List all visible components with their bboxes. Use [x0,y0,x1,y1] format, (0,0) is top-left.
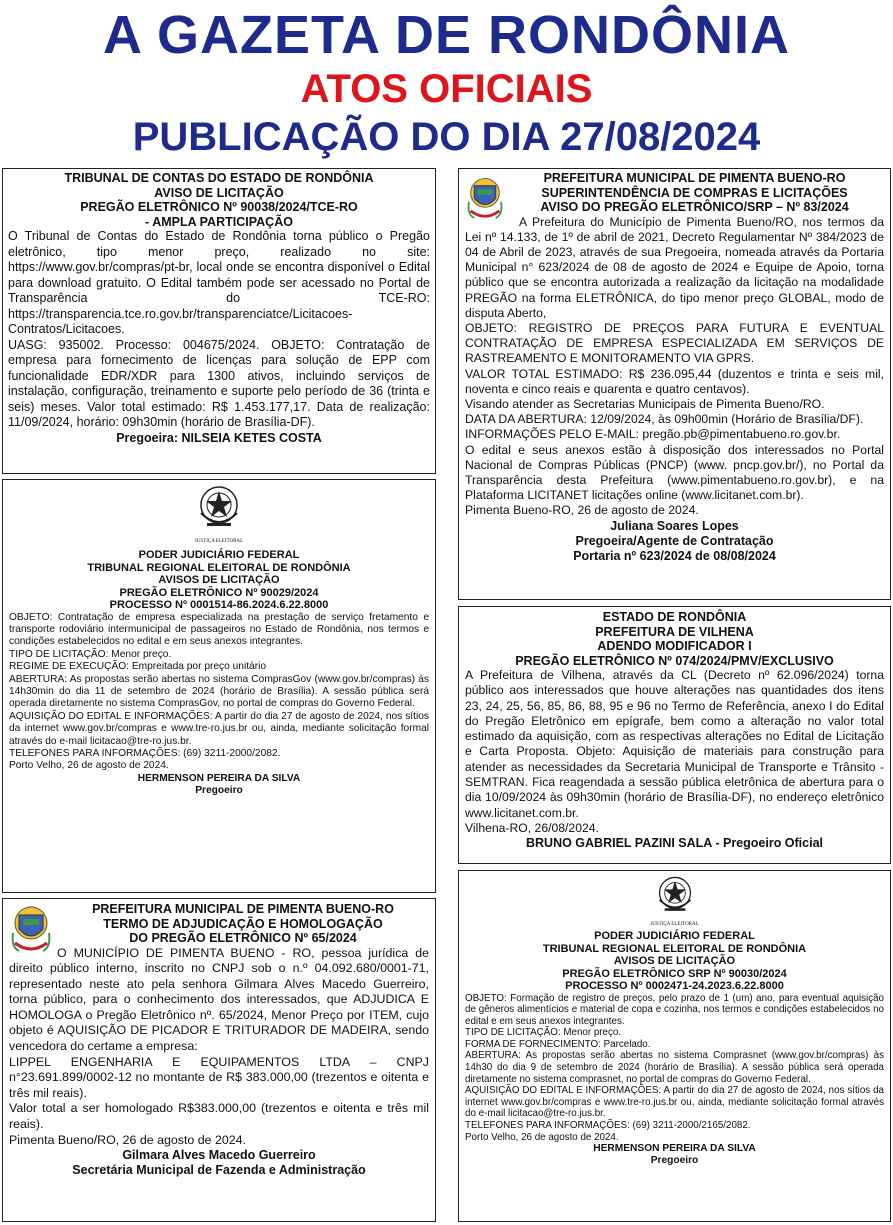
notice-paragraph: O edital e seus anexos estão à disposição dos interessados no Portal Nacional de Compras Públicas (PNCP) (www. pncp.gov.br/), no Portal da Transparência desta Prefeitura (www.pimentabueno.ro.gov.br), e na Plataforma LICITANET licitações online (www.licitanet.com.br). [465,442,884,503]
notice-heading: PREGÃO ELETRÔNICO Nº 074/2024/PMV/EXCLUSIVO [515,653,834,668]
notice-heading: SUPERINTENDÊNCIA DE COMPRAS E LICITAÇÕES [541,185,848,200]
masthead [0,0,893,165]
notice-paragraph: AQUISIÇÃO DO EDITAL E INFORMAÇÕES: A partir do dia 27 de agosto de 2024, nos sítios da internet www.gov.br/compras e www.tre-ro.jus.br ou, ainda, mediante solicitação formal através do e-mail licitacao@tre-ro.jus.br. [9,710,429,747]
newspaper-title: A GAZETA DE RONDÔNIA [103,5,790,65]
notice-pimenta-bueno-homologacao [2,898,436,1222]
notice-heading: PREFEITURA MUNICIPAL DE PIMENTA BUENO-RO [543,171,846,185]
notice-paragraph: O Tribunal de Contas do Estado de Rondônia torna público o Pregão eletrônico, tipo menor preço, realizado no site: https://www.gov.br/compras/pt-br, local onde se encontra disponível o Edital para download gratuito. O Edital também pode ser acessado no Portal de Transparência do TCE-RO: https://transparencia.tce.ro.gov.br/transparenciatce/Licitacoes-Contratos/Licitacoes. [8,229,430,336]
section-title: ATOS OFICIAIS [300,67,593,111]
notice-paragraph: TELEFONES PARA INFORMAÇÕES: (69) 3211-2000/2082. [9,747,281,759]
signature-reference: Portaria nº 623/2024 de 08/08/2024 [573,548,776,563]
notice-heading: TRIBUNAL REGIONAL ELEITORAL DE RONDÔNIA [87,561,351,574]
notice-heading: PODER JUDICIÁRIO FEDERAL [594,930,755,942]
notice-paragraph: FORMA DE FORNECIMENTO: Parcelado. [465,1038,651,1050]
notice-paragraph: Porto Velho, 26 de agosto de 2024. [465,1131,619,1143]
seal-caption: JUSTIÇA ELEITORAL [194,539,244,544]
notice-paragraph: Porto Velho, 26 de agosto de 2024. [9,760,169,772]
notice-paragraph: OBJETO: REGISTRO DE PREÇOS PARA FUTURA E EVENTUAL CONTRATAÇÃO DE EMPRESA ESPECIALIZADA EM SERVIÇOS DE RASTREAMENTO E MONITORAMENTO VIA GPRS. [465,320,884,366]
signature-role: Pregoeira/Agente de Contratação [575,533,774,548]
signature: Pregoeira: NILSEIA KETES COSTA [116,430,322,445]
notice-heading: TERMO DE ADJUDICAÇÃO E HOMOLOGAÇÃO [103,916,383,931]
signature-name: Juliana Soares Lopes [610,518,739,533]
notice-paragraph: Visando atender as Secretarias Municipais de Pimenta Bueno/RO. [465,396,825,411]
notice-heading: - AMPLA PARTICIPAÇÃO [145,214,293,229]
notice-tce [2,168,436,474]
notice-paragraph: TIPO DE LICITAÇÃO: Menor preço. [9,648,172,660]
signature-name: HERMENSON PEREIRA DA SILVA [593,1143,756,1155]
signature-role: Pregoeiro [195,784,243,796]
notice-heading: DO PREGÃO ELETRÔNICO Nº 65/2024 [129,931,357,945]
notice-paragraph: REGIME DE EXECUÇÃO: Empreitada por preço unitário [9,661,267,673]
notice-paragraph: UASG: 935002. Processo: 004675/2024. OBJETO: Contratação de empresa para fornecimento de licenças para solução de EPP com funcionalidade EDR/XDR para 1300 ativos, incluindo serviços de instalação, configuração, treinamento e suporte pelo período de 36 (trinta e seis) meses. Valor total estimado: R$ 1.453.177,17. Data de realização: 11/09/2024, horário: 09h30min (horário de Brasília-DF). [8,337,430,429]
notice-heading: TRIBUNAL DE CONTAS DO ESTADO DE RONDÔNIA [64,171,374,185]
notice-heading: AVISOS DE LICITAÇÃO [613,955,736,967]
signature-name: HERMENSON PEREIRA DA SILVA [137,772,301,784]
notice-heading: PREFEITURA MUNICIPAL DE PIMENTA BUENO-RO [92,902,394,916]
electoral-justice-seal [465,874,884,930]
signature-name: Gilmara Alves Macedo Guerreiro [122,1148,316,1163]
notice-paragraph: TIPO DE LICITAÇÃO: Menor preço. [465,1027,622,1039]
notice-heading: PREFEITURA DE VILHENA [595,624,754,639]
notice-heading: AVISO DE LICITAÇÃO [154,185,284,200]
notice-paragraph: DATA DA ABERTURA: 12/09/2024, às 09h00min (Horário de Brasília/DF). [465,412,864,427]
signature-role: Secretária Municipal de Fazenda e Administração [72,1163,366,1178]
electoral-justice-seal [9,483,429,549]
notice-tre-1 [2,479,436,893]
signature: BRUNO GABRIEL PAZINI SALA - Pregoeiro Oficial [525,836,824,851]
notice-paragraph: VALOR TOTAL ESTIMADO: R$ 236.095,44 (duzentos e trinta e seis mil, noventa e cinco reais e quarenta e quatro centavos). [465,366,884,396]
notice-heading: PROCESSO Nº 0001514-86.2024.6.22.8000 [109,599,329,611]
publication-date: PUBLICAÇÃO DO DIA 27/08/2024 [132,115,761,159]
notice-paragraph: O MUNICÍPIO DE PIMENTA BUENO - RO, pessoa jurídica de direito público interno, inscrito no CNPJ sob o n.º 04.092.680/0001-71, representado neste ato pela senhora Gilmara Alves Macedo Guerreiro, torna público, para o conhecimento dos interessados, que ADJUDICA E HOMOLOGA o Pregão Eletrônico nº. 65/2024, Menor Preço por ITEM, cujo objeto é AQUISIÇÃO DE PICADOR E TRITURADOR DE MADEIRA, sendo vencedora do certame a empresa: [9,945,429,1054]
notice-heading: PODER JUDICIÁRIO FEDERAL [138,549,300,561]
notice-paragraph: Pimenta Bueno-RO, 26 de agosto de 2024. [465,503,699,518]
pimenta-bueno-coat-of-arms [465,175,505,232]
notice-heading: PREGÃO ELETRÔNICO Nº 90029/2024 [119,586,319,599]
pimenta-bueno-coat-of-arms [9,903,53,966]
notice-paragraph: Pimenta Bueno/RO, 26 de agosto de 2024. [9,1132,246,1147]
notice-paragraph: OBJETO: Formação de registro de preços, pelo prazo de 1 (um) ano, para eventual aquisição de gêneros alimentícios e material de copa e cozinha, nos termos e condições estabelecidos no edital e em seus anexos integrantes. [465,992,884,1027]
notice-heading: PROCESSO Nº 0002471-24.2023.6.22.8000 [565,980,784,992]
seal-caption: JUSTIÇA ELEITORAL [650,922,699,927]
notice-paragraph: A Prefeitura do Município de Pimenta Bueno/RO, nos termos da Lei nº 14.133, de 1º de abril de 2021, Decreto Regulamentar Nº 384/2023 de 04 de Abril de 2023, através de sua Pregoeira, nomeada através da Portaria Municipal n° 623/2024 de 08 de agosto de 2024 e Equipe de Apoio, torna público que se encontra autorizada a realização da licitação na modalidade PREGÃO na forma ELETRÔNICA, do tipo menor preço GLOBAL, modo de disputa Aberto, [465,214,884,320]
notice-heading: TRIBUNAL REGIONAL ELEITORAL DE RONDÔNIA [542,942,807,955]
notice-heading: AVISO DO PREGÃO ELETRÔNICO/SRP – Nº 83/2024 [540,200,849,214]
notice-tre-2 [458,870,891,1222]
notice-vilhena [458,606,891,864]
notice-heading: PREGÃO ELETRÔNICO SRP Nº 90030/2024 [562,967,787,980]
notice-paragraph: ABERTURA: As propostas serão abertas no sistema ComprasGov (www.gov.br/compras) às 14h30min do dia 11 de setembro de 2024 (horário de Brasília). A sessão pública será operada diretamente no sistema ComprasGov, no portal de compras do Governo Federal. [9,673,429,710]
notice-paragraph: OBJETO: Contratação de empresa especializada na prestação de serviço fretamento e transporte rodoviário intermunicipal de passageiros no Estado de Rondônia, nos termos e condições estabelecidos no edital e em seus anexos integrantes. [9,611,429,648]
signature-role: Pregoeiro [650,1155,699,1167]
notice-paragraph: ABERTURA: As propostas serão abertas no sistema Comprasnet (www.gov.br/compras) às 14h30 do dia 9 de setembro de 2024 (horário de Brasília). A sessão pública será operada diretamente no sistema comprasnet, no portal de compras do Governo Federal. [465,1050,884,1085]
notice-paragraph: A Prefeitura de Vilhena, através da CL (Decreto nº 62.096/2024) torna público aos interessados que houve alterações nas quantidades dos itens 23, 24, 25, 56, 85, 86, 88, 95 e 96 no Termo de Referência, anexo I do Edital do Pregão Eletrônico em epígrafe, bem como a alteração no valor total estimado da aquisição, com as respectivas alterações no Edital de Licitação e Carta Proposta. Objeto: Aquisição de materiais para construção para atender as necessidades da Secretaria Municipal de Transporte e Trânsito - SEMTRAN. Fica reagendada a sessão pública eletrônica de abertura para o dia 10/09/2024 às 09h30min (horário de Brasília-DF), no endereço eletrônico www.licitanet.com.br. [465,668,884,820]
notice-heading: ADENDO MODIFICADOR I [597,639,752,653]
notice-heading: AVISOS DE LICITAÇÃO [158,574,280,586]
notice-paragraph: Vilhena-RO, 26/08/2024. [465,820,599,835]
notice-paragraph: Valor total a ser homologado R$383.000,00 (trezentos e oitenta e três mil reais). [9,1101,429,1132]
notice-paragraph: LIPPEL ENGENHARIA E EQUIPAMENTOS LTDA – CNPJ n°23.691.899/0002-12 no montante de R$ 383.000,00 (trezentos e oitenta e três mil reais). [9,1054,429,1100]
notice-pimenta-bueno-aviso [458,168,891,600]
notice-paragraph: AQUISIÇÃO DO EDITAL E INFORMAÇÕES: A partir do dia 27 de agosto de 2024, nos sítios da internet www.gov.br/compras e www.tre-ro.jus.br ou, ainda, mediante solicitação formal através do e-mail licitacao@tre-ro.jus.br. [465,1085,884,1120]
notice-paragraph: INFORMAÇÕES PELO E-MAIL: pregão.pb@pimentabueno.ro.gov.br. [465,427,841,442]
notice-heading: PREGÃO ELETRÔNICO Nº 90038/2024/TCE-RO [80,200,358,214]
notice-heading: ESTADO DE RONDÔNIA [602,610,747,624]
notice-paragraph: TELEFONES PARA INFORMAÇÕES: (69) 3211-2000/2165/2082. [465,1120,751,1132]
